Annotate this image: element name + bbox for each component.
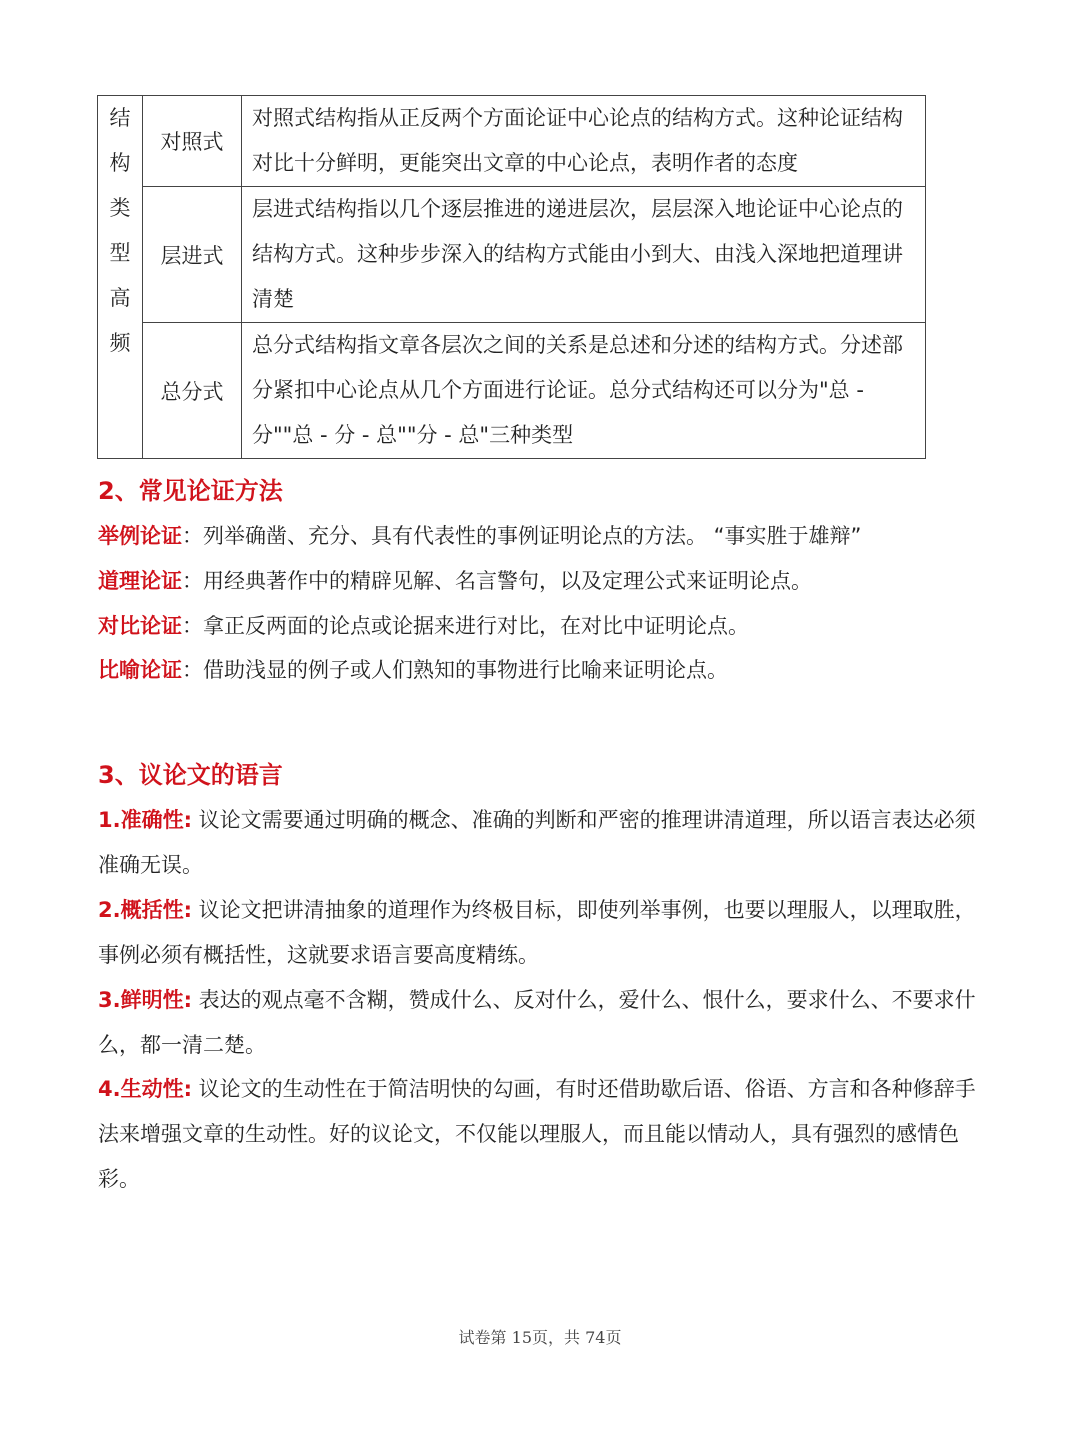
list-item xyxy=(98,1067,984,1202)
category-char: 构 xyxy=(109,151,131,175)
type-cell: 总分式 xyxy=(143,323,242,459)
definition: 议论文的生动性在于简洁明快的勾画，有时还借助歇后语、俗语、方言和各种修辞手法来增强文章的生动性。好的议论文，不仅能以理服人，而且能以情动人，具有强烈的感情色彩。 xyxy=(98,1077,976,1191)
definition: ：借助浅显的例子或人们熟知的事物进行比喻来证明论点。 xyxy=(182,658,728,682)
type-cell: 对照式 xyxy=(143,96,242,187)
section-heading: 3、议论文的语言 xyxy=(98,761,283,789)
list-item xyxy=(98,604,984,649)
category-char: 高 xyxy=(109,286,131,310)
definition: 议论文把讲清抽象的道理作为终极目标，即使列举事例，也要以理服人，以理取胜，事例必须有概括性，这就要求语言要高度精练。 xyxy=(98,898,976,967)
page-footer: 试卷第 15页，共 74页 xyxy=(458,1328,622,1347)
term: 比喻论证 xyxy=(98,658,182,682)
term: 2.概括性: xyxy=(98,898,192,922)
list-item xyxy=(98,514,984,559)
definition: ：拿正反两面的论点或论据来进行对比，在对比中证明论点。 xyxy=(182,614,749,638)
term: 道理论证 xyxy=(98,569,182,593)
structure-types-table xyxy=(97,95,926,459)
list-item xyxy=(98,648,984,693)
desc-cell: 层进式结构指以几个逐层推进的递进层次，层层深入地论证中心论点的结构方式。这种步步深入的结构方式能由小到大、由浅入深地把道理讲清楚 xyxy=(242,187,926,323)
table-row xyxy=(98,96,926,187)
list-item xyxy=(98,798,984,888)
list-item xyxy=(98,978,984,1068)
list-item xyxy=(98,888,984,978)
category-char: 型 xyxy=(109,241,131,265)
definition: 表达的观点毫不含糊，赞成什么、反对什么，爱什么、恨什么，要求什么、不要求什么，都一清二楚。 xyxy=(98,988,976,1057)
desc-cell: 对照式结构指从正反两个方面论证中心论点的结构方式。这种论证结构对比十分鲜明，更能突出文章的中心论点，表明作者的态度 xyxy=(242,96,926,187)
table-row xyxy=(98,323,926,459)
definition: 议论文需要通过明确的概念、准确的判断和严密的推理讲清道理，所以语言表达必须准确无误。 xyxy=(98,808,976,877)
term: 举例论证 xyxy=(98,524,182,548)
type-cell: 层进式 xyxy=(143,187,242,323)
definition: ：用经典著作中的精辟见解、名言警句，以及定理公式来证明论点。 xyxy=(182,569,812,593)
term: 4.生动性: xyxy=(98,1077,192,1101)
term: 3.鲜明性: xyxy=(98,988,192,1012)
category-char: 类 xyxy=(109,196,131,220)
definition: ：列举确凿、充分、具有代表性的事例证明论点的方法。 “事实胜于雄辩” xyxy=(182,524,862,548)
category-char: 结 xyxy=(109,106,131,130)
list-item xyxy=(98,559,984,604)
term: 对比论证 xyxy=(98,614,182,638)
category-char: 频 xyxy=(109,331,131,355)
section-heading: 2、常见论证方法 xyxy=(98,477,283,505)
category-cell xyxy=(98,96,143,459)
table-row xyxy=(98,187,926,323)
desc-cell: 总分式结构指文章各层次之间的关系是总述和分述的结构方式。分述部分紧扣中心论点从几个方面进行论证。总分式结构还可以分为"总 - 分""总 - 分 - 总""分 - 总"三种类型 xyxy=(242,323,926,459)
term: 1.准确性: xyxy=(98,808,192,832)
